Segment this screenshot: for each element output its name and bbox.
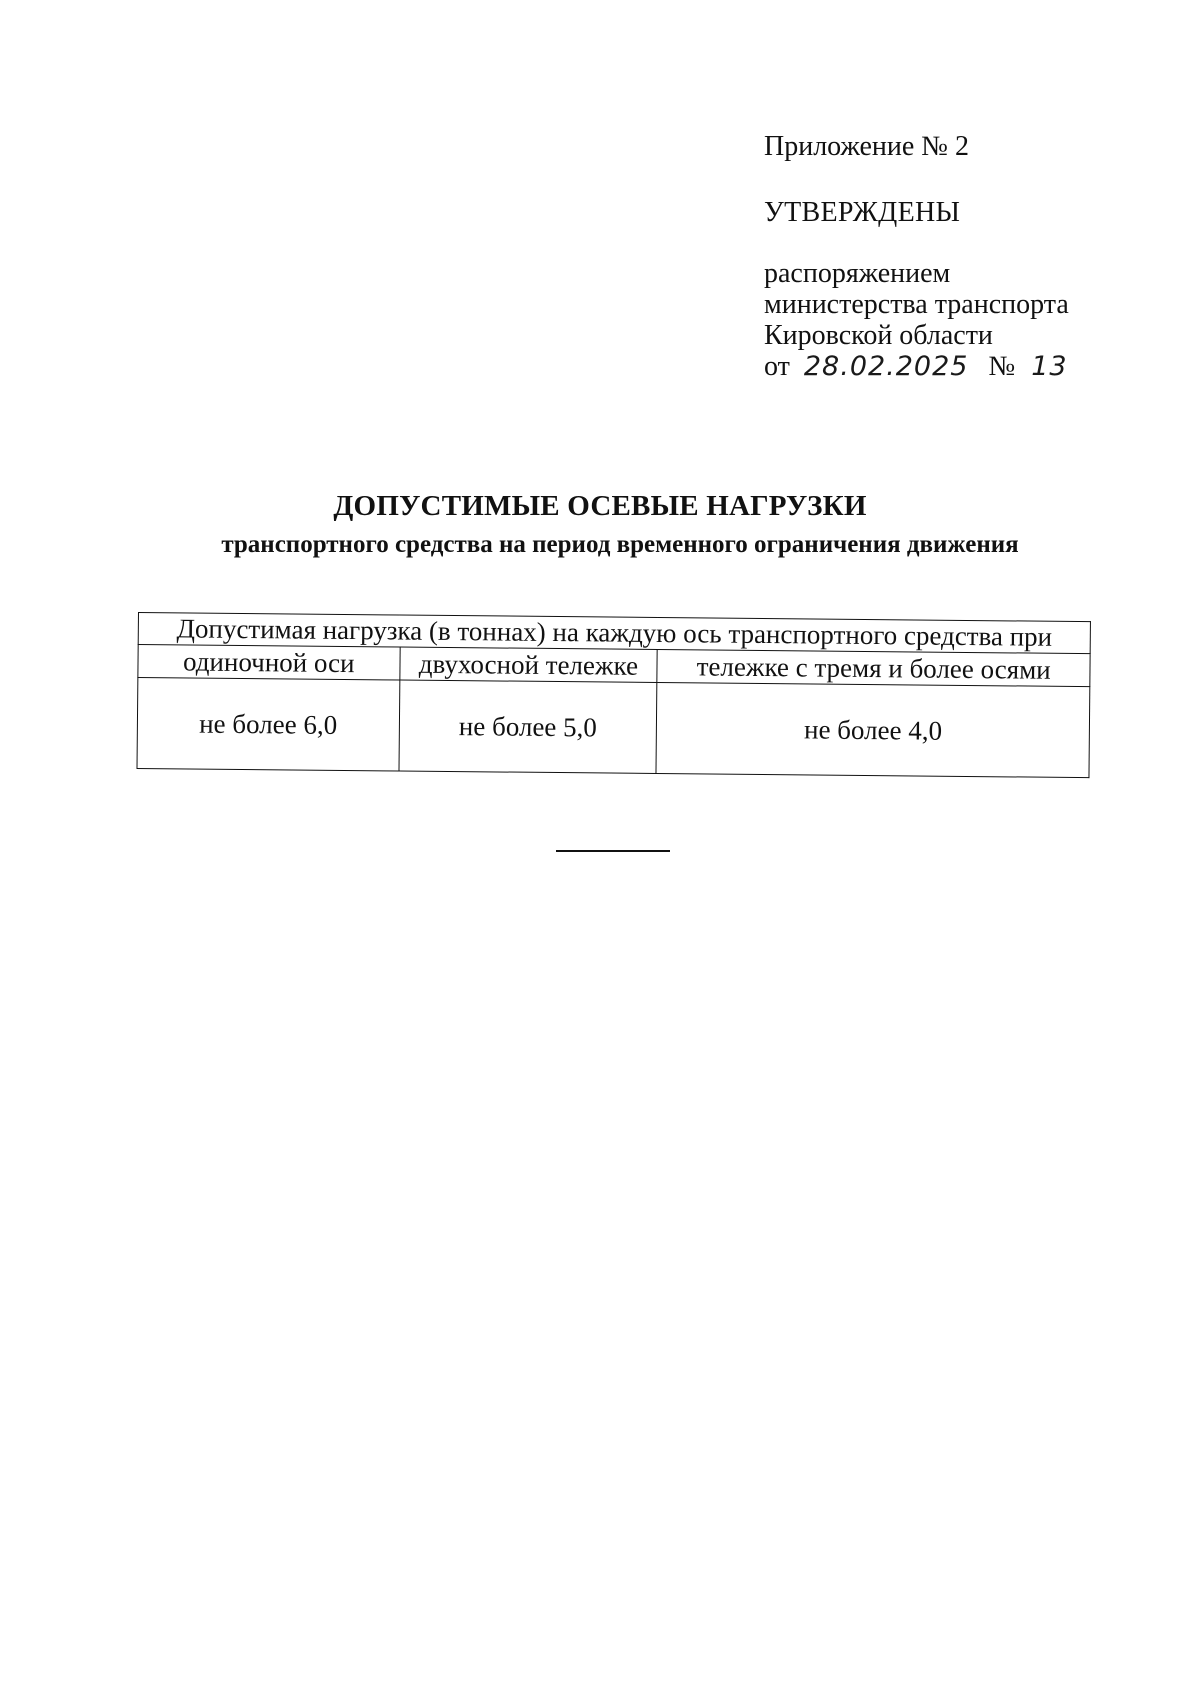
approved-label: УТВЕРЖДЕНЫ [764,197,961,228]
approved-by [764,258,1124,382]
appendix-label: Приложение № 2 [764,131,969,162]
column-header-single-axle: одиночной оси [138,645,400,681]
approved-by-line-2: министерства транспорта [764,289,1069,320]
value-two-axle-bogie: не более 5,0 [399,680,658,773]
order-line [764,351,1124,382]
document-title: ДОПУСТИМЫЕ ОСЕВЫЕ НАГРУЗКИ [333,490,867,522]
order-from-label: от [764,351,790,382]
axle-load-table [136,612,1090,778]
approved-by-line-3: Кировской области [764,320,993,351]
order-date: 28.02.2025 [803,351,969,382]
value-three-axle-bogie: не более 4,0 [656,682,1089,777]
column-header-two-axle-bogie: двухосной тележке [399,647,657,682]
end-rule [556,850,670,852]
document-subtitle: транспортного средства на период временного ограничения движения [221,531,1019,558]
appendix-block [764,130,1124,382]
table-row [137,678,1090,778]
value-single-axle: не более 6,0 [137,678,399,772]
approved-by-line-1: распоряжением [764,258,951,289]
column-header-three-axle-bogie: тележке с тремя и более осями [657,649,1090,686]
order-number: 13 [1031,351,1068,382]
order-number-label: № [988,351,1016,382]
table-header: Допустимая нагрузка (в тоннах) на каждую ось транспортного средства при [138,613,1090,654]
